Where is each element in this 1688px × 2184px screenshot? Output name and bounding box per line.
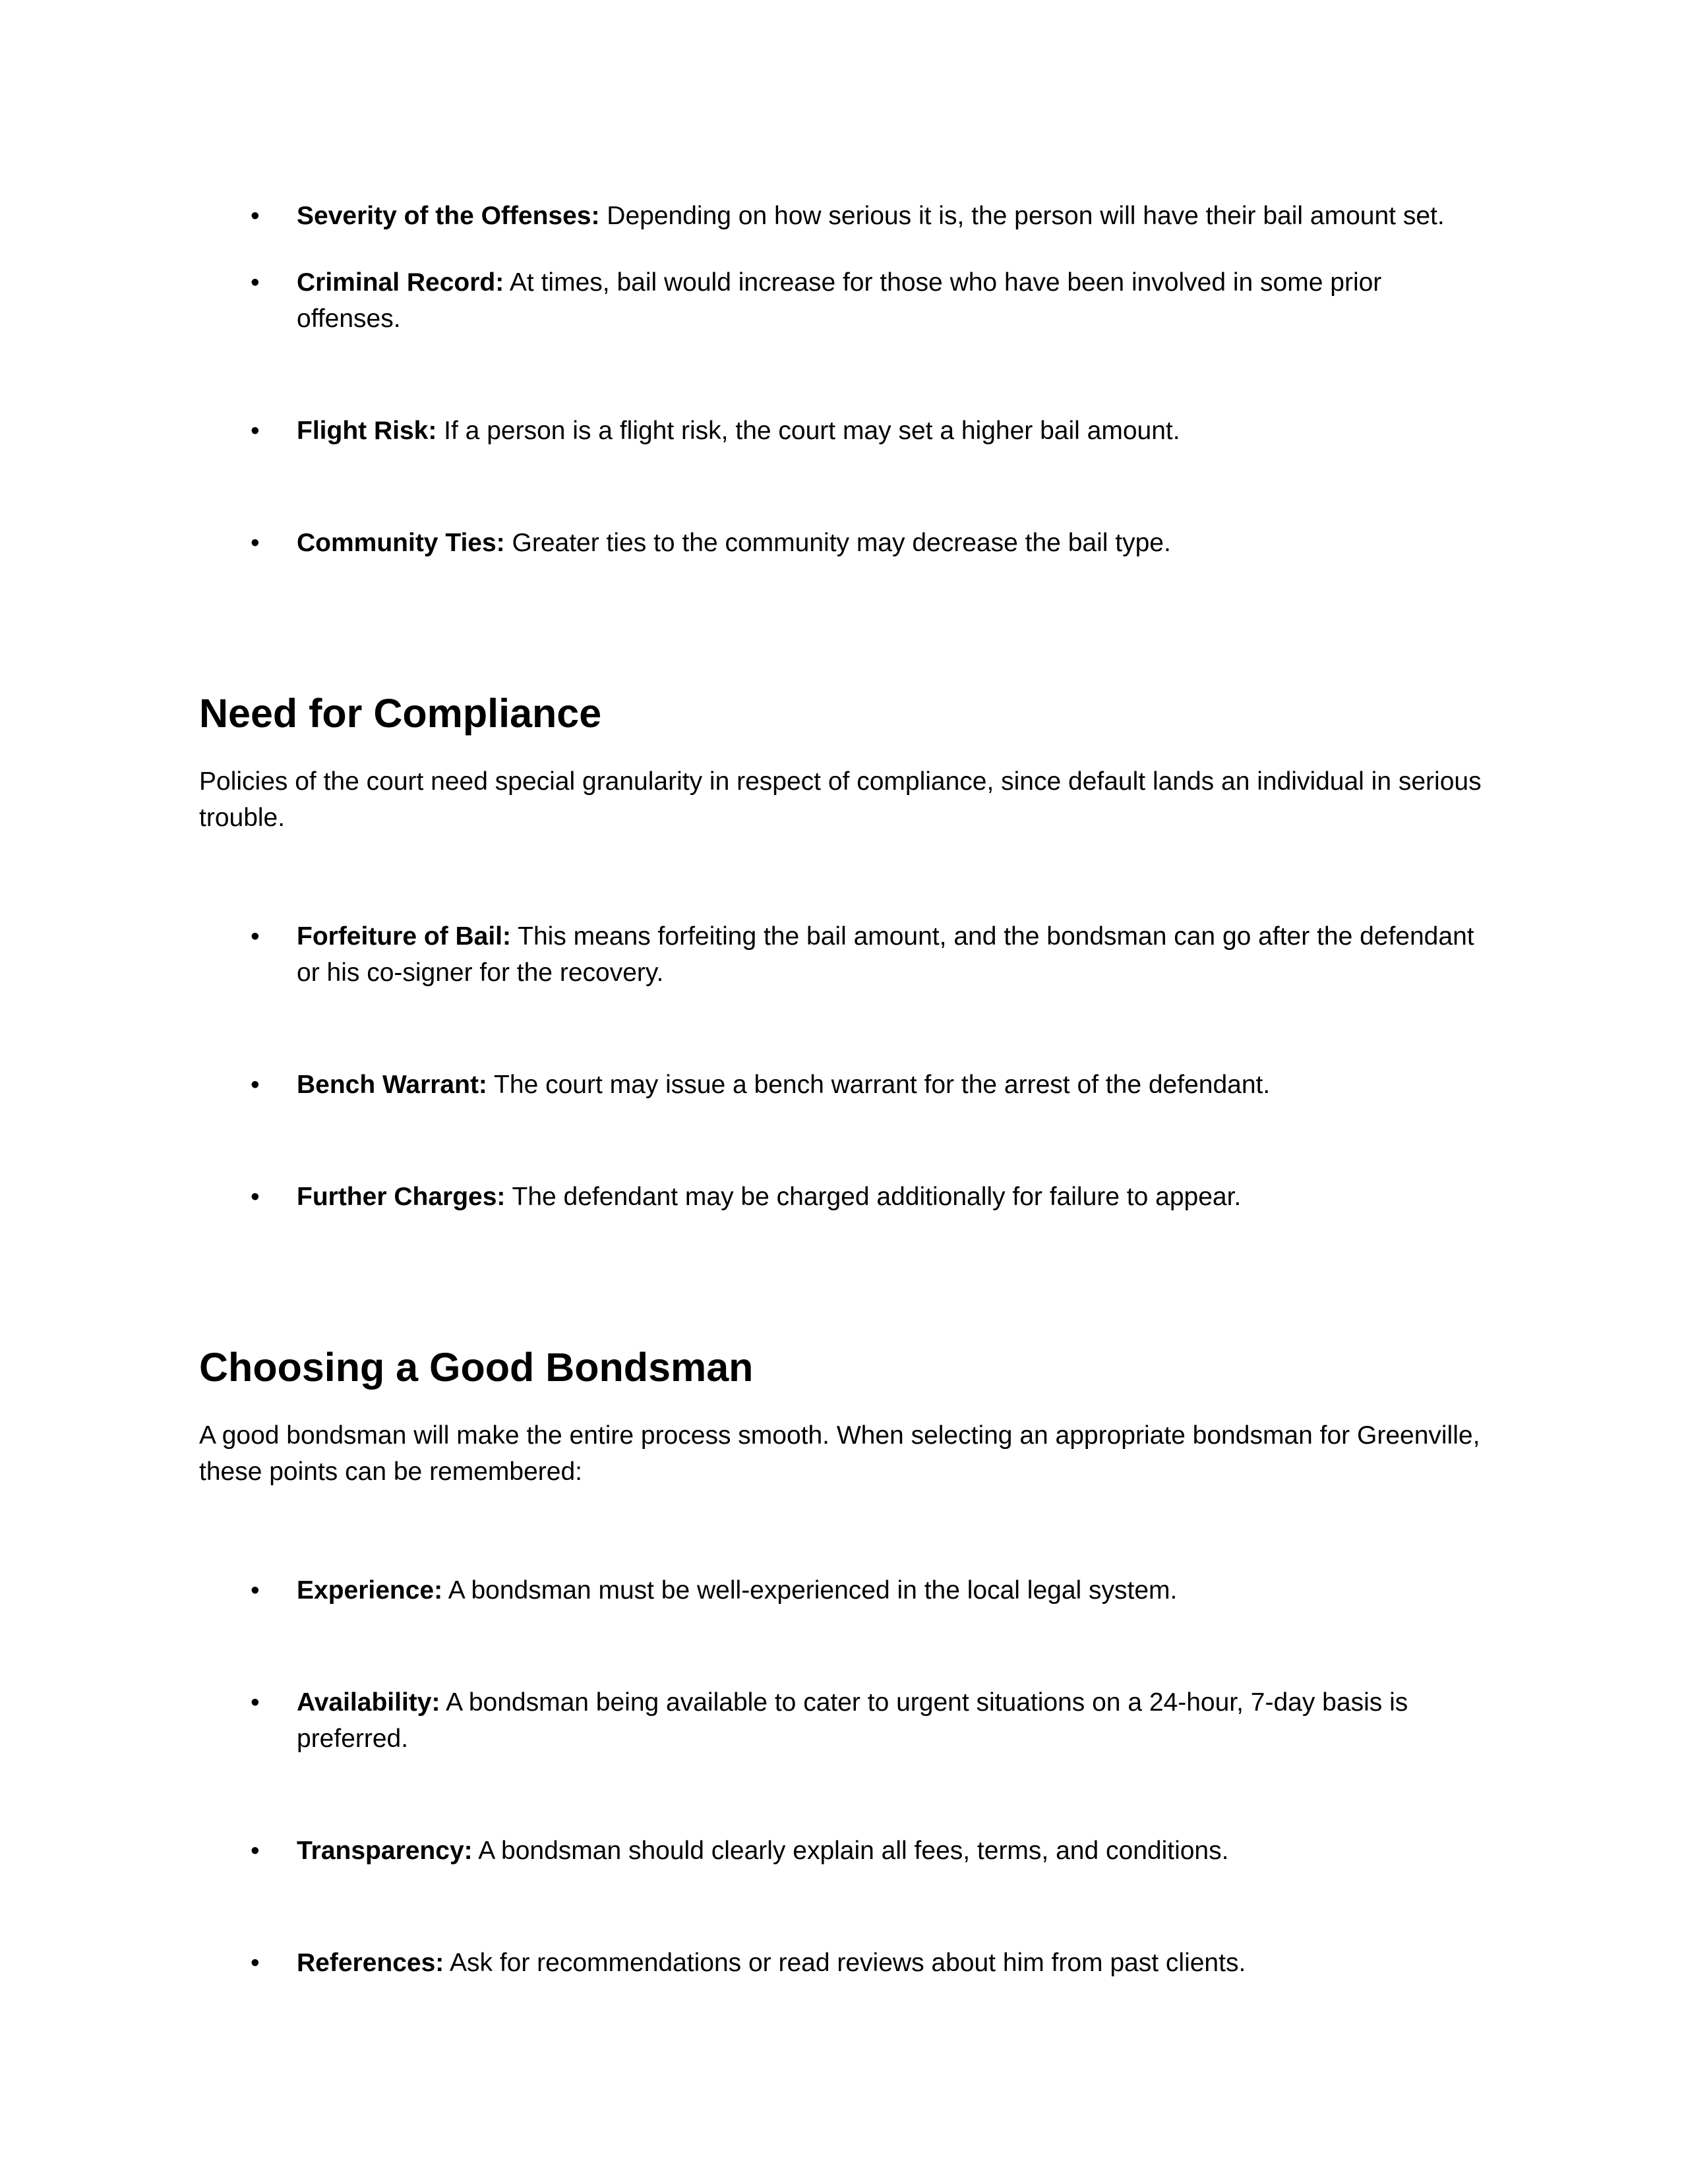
list-item <box>199 198 1490 234</box>
bullet-icon: • <box>251 1576 260 1605</box>
compliance-consequences-list <box>199 918 1490 1215</box>
bullet-lead: Severity of the Offenses: <box>297 202 600 230</box>
section-heading-need-for-compliance: Need for Compliance <box>199 691 602 736</box>
bullet-icon: • <box>251 268 260 297</box>
bullet-lead: Criminal Record: <box>297 268 504 297</box>
bullet-lead: Community Ties: <box>297 529 505 557</box>
bullet-icon: • <box>251 202 260 230</box>
bullet-text: At times, bail would increase for those who have been involved in some prior offenses. <box>297 268 1382 333</box>
bondsman-selection-list <box>199 1572 1490 1981</box>
list-item <box>199 1067 1490 1103</box>
list-item <box>199 264 1490 337</box>
list-item <box>199 413 1490 449</box>
list-item <box>199 1179 1490 1215</box>
bullet-lead: References: <box>297 1949 444 1977</box>
bullet-lead: Bench Warrant: <box>297 1071 487 1099</box>
bullet-lead: Flight Risk: <box>297 417 437 445</box>
bail-factors-list <box>199 198 1490 561</box>
section-heading-choosing-bondsman: Choosing a Good Bondsman <box>199 1345 754 1390</box>
bullet-icon: • <box>251 529 260 557</box>
bullet-text: This means forfeiting the bail amount, and the bondsman can go after the defendant or his co-signer for the recovery. <box>297 922 1474 987</box>
bullet-text: A bondsman being available to cater to urgent situations on a 24-hour, 7-day basis is preferred. <box>297 1688 1408 1753</box>
list-item <box>199 918 1490 991</box>
bullet-text: A bondsman should clearly explain all fees, terms, and conditions. <box>472 1837 1229 1865</box>
list-item <box>199 1684 1490 1757</box>
list-item <box>199 1572 1490 1608</box>
list-item <box>199 1833 1490 1869</box>
bullet-text: A bondsman must be well-experienced in the local legal system. <box>442 1576 1178 1605</box>
bullet-text: The court may issue a bench warrant for the arrest of the defendant. <box>487 1071 1271 1099</box>
list-item <box>199 525 1490 561</box>
bullet-icon: • <box>251 1837 260 1865</box>
bullet-text: If a person is a flight risk, the court may set a higher bail amount. <box>437 417 1180 445</box>
bullet-text: Greater ties to the community may decrease the bail type. <box>504 529 1171 557</box>
bullet-icon: • <box>251 922 260 951</box>
bullet-icon: • <box>251 1071 260 1099</box>
list-item <box>199 1945 1490 1981</box>
bullet-lead: Transparency: <box>297 1837 473 1865</box>
bullet-icon: • <box>251 417 260 445</box>
bullet-lead: Forfeiture of Bail: <box>297 922 512 951</box>
bullet-lead: Further Charges: <box>297 1183 506 1211</box>
bullet-lead: Availability: <box>297 1688 440 1717</box>
bullet-icon: • <box>251 1183 260 1211</box>
bullet-lead: Experience: <box>297 1576 443 1605</box>
bullet-text: Depending on how serious it is, the person will have their bail amount set. <box>599 202 1445 230</box>
paragraph: Policies of the court need special granularity in respect of compliance, since default lands an individual in serious trouble. <box>199 767 1482 832</box>
paragraph: A good bondsman will make the entire process smooth. When selecting an appropriate bondsman for Greenville, these points can be remembered: <box>199 1421 1480 1486</box>
bullet-icon: • <box>251 1688 260 1717</box>
bullet-icon: • <box>251 1949 260 1977</box>
bullet-text: Ask for recommendations or read reviews about him from past clients. <box>444 1949 1246 1977</box>
bullet-text: The defendant may be charged additionally for failure to appear. <box>505 1183 1242 1211</box>
